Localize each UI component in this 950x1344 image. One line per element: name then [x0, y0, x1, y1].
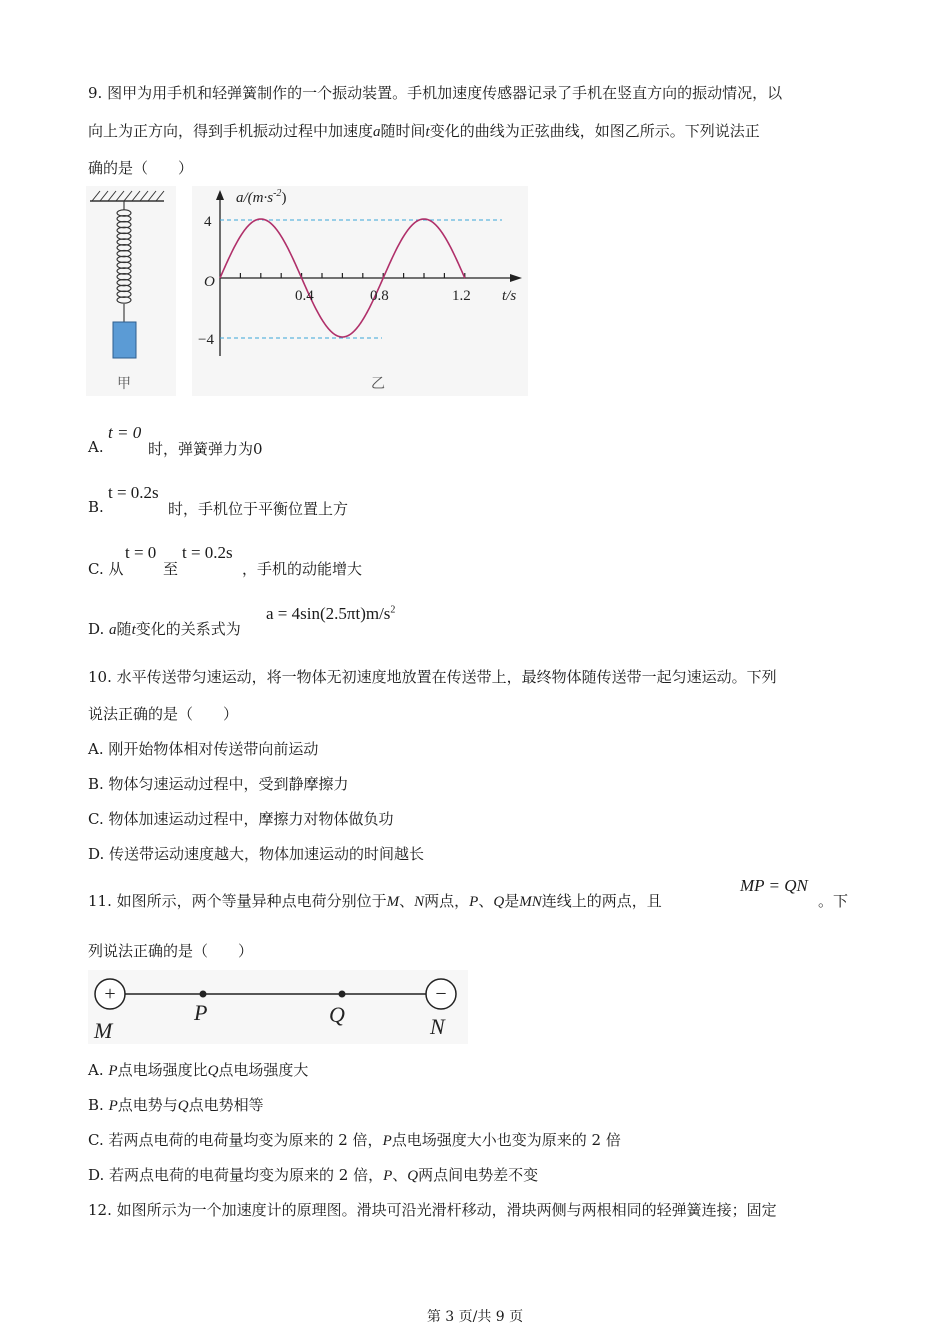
q9-option-c-math2: t = 0.2s — [182, 543, 233, 562]
q9-option-a-label: A. — [88, 438, 104, 456]
phone-block — [113, 322, 136, 358]
q9-stem-text: 随时间 — [380, 122, 426, 140]
q9-option-d-label: D. — [88, 620, 105, 638]
origin-label: O — [204, 274, 215, 290]
x-axis-label: t/s — [502, 288, 517, 304]
page-footer: 第 3 页/共 9 页 — [426, 1309, 524, 1325]
q9-option-c-text: ，手机的动能增大 — [242, 560, 363, 578]
label-m: M — [94, 1018, 113, 1043]
q10-stem-line1: 10. 水平传送带匀速运动，将一物体无初速度地放置在传送带上，最终物体随传送带一起匀速运动。下列 — [88, 668, 777, 686]
q9-stem-text: 变化的曲线为正弦曲线，如图乙所示。下列说法正 — [429, 122, 760, 140]
q9-var-t: t — [131, 622, 136, 638]
q10-option-a: A. 刚开始物体相对传送带向前运动 — [88, 740, 319, 758]
x-tick-label-0.4: 0.4 — [295, 288, 314, 304]
q9-option-a-text: 时，弹簧弹力为0 — [148, 440, 263, 458]
point-q — [339, 991, 346, 998]
q10-stem-line2: 说法正确的是（ ） — [88, 705, 239, 723]
q11-option-a: A. P点电场强度比Q点电场强度大 — [88, 1061, 309, 1079]
plus-sign: + — [104, 983, 116, 1005]
x-tick-label-0.8: 0.8 — [370, 288, 389, 304]
q9-stem-text: 向上为正方向，得到手机振动过程中加速度 — [88, 122, 374, 140]
q9-var-t: t — [425, 124, 430, 140]
q11-stem-line2: 列说法正确的是（ ） — [88, 942, 254, 960]
q11-option-c: C. 若两点电荷的电荷量均变为原来的 2 倍，P点电场强度大小也变为原来的 2 倍 — [88, 1131, 621, 1149]
q11-figure-charges — [88, 970, 468, 1044]
q9-option-d-math: $a = 4\sin(2.5\pi t)m/s^2$ — [266, 604, 396, 623]
q9-stem-line2 — [88, 120, 760, 141]
q10-option-b: B. 物体匀速运动过程中，受到静摩擦力 — [88, 775, 349, 793]
q9-figure-yi — [192, 186, 528, 396]
q9-figure-jia — [86, 186, 176, 396]
q11-option-d: D. 若两点电荷的电荷量均变为原来的 2 倍，P、Q两点间电势差不变 — [88, 1166, 539, 1184]
x-tick-label-1.2: 1.2 — [452, 288, 471, 304]
q11-stem-line1: 11. 如图所示，两个等量异种点电荷分别位于M、N两点，P、Q是MN连线上的两点，且 — [88, 892, 662, 910]
label-q: Q — [329, 1002, 345, 1027]
q9-option-b-text: 时，手机位于平衡位置上方 — [168, 500, 349, 518]
y-tick-label-neg4: −4 — [198, 332, 214, 348]
q9-stem-line3: 确的是（ ） — [88, 159, 194, 177]
label-n: N — [430, 1014, 445, 1039]
figure-background — [88, 970, 468, 1044]
q11-math-mp-qn: MP = QN — [740, 876, 808, 895]
q12-stem-line1: 12. 如图所示为一个加速度计的原理图。滑块可沿光滑杆移动，滑块两侧与两根相同的轻弹簧连接；固定 — [88, 1201, 777, 1219]
q9-option-c-mid: 至 — [163, 560, 179, 578]
q9-option-c-label: C. 从 — [88, 560, 124, 578]
q11-option-b: B. P点电势与Q点电势相等 — [88, 1096, 264, 1114]
q10-option-d: D. 传送带运动速度越大，物体加速运动的时间越长 — [88, 845, 425, 863]
y-axis-label: $a/(m\cdot s^{-2})$ — [236, 188, 287, 206]
minus-sign: − — [435, 983, 447, 1005]
q9-stem-line1: 9. 图甲为用手机和轻弹簧制作的一个振动装置。手机加速度传感器记录了手机在竖直方向的振动情况，以 — [88, 84, 783, 102]
label-p: P — [194, 1000, 208, 1025]
q11-stem-tail: 。下 — [818, 892, 849, 910]
y-tick-label-4: 4 — [204, 214, 212, 230]
q9-option-c-math1: t = 0 — [125, 543, 157, 562]
q9-option-b-label: B. — [88, 498, 104, 516]
figure-caption-jia: 甲 — [117, 377, 131, 392]
q9-option-d-text: 随 — [116, 620, 132, 638]
q9-option-b-math: t = 0.2s — [108, 483, 159, 502]
q9-var-a: a — [109, 622, 117, 638]
figure-caption-yi: 乙 — [371, 377, 385, 392]
point-p — [200, 991, 207, 998]
q9-var-a: a — [373, 124, 381, 140]
q9-option-a-math: t = 0 — [108, 423, 142, 442]
q10-option-c: C. 物体加速运动过程中，摩擦力对物体做负功 — [88, 810, 394, 828]
figure-background — [192, 186, 528, 396]
q9-option-d-text: 变化的关系式为 — [135, 620, 241, 638]
q9-option-d-line — [88, 618, 241, 639]
